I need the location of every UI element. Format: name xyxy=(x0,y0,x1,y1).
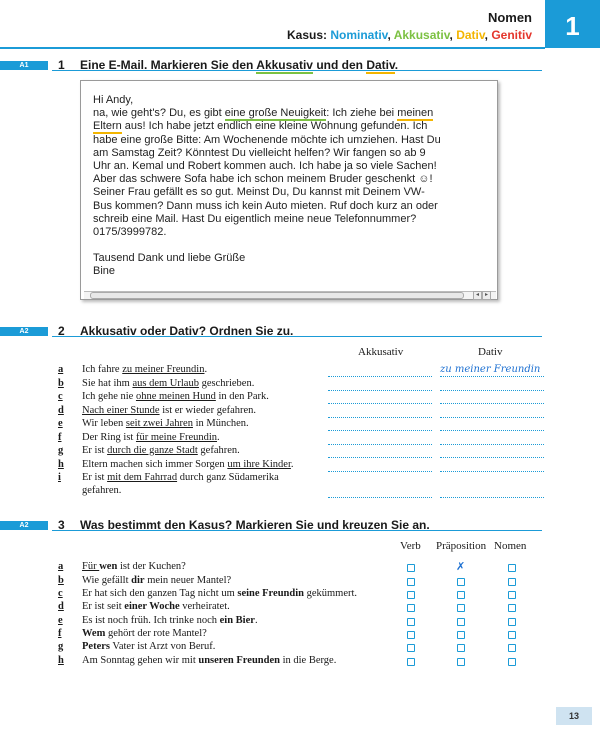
column-header-nomen: Nomen xyxy=(494,540,527,552)
answer-field-dativ[interactable] xyxy=(440,456,544,458)
row-letter: i xyxy=(58,472,61,483)
level-badge: A2 xyxy=(0,521,48,530)
exercise-title-part: Eine E-Mail. Markieren Sie den xyxy=(80,58,257,72)
sentence-text: Eltern machen sich immer Sorgen xyxy=(82,459,228,470)
sentence-text: ist er wieder gefahren. xyxy=(159,405,257,416)
answer-field-dativ[interactable] xyxy=(440,416,544,418)
sentence xyxy=(82,601,230,612)
answer-field-akkusativ[interactable] xyxy=(328,443,432,445)
sentence-text: in München. xyxy=(192,418,249,429)
checkbox-praeposition[interactable] xyxy=(457,618,465,626)
email-line: Bus kommen? Dann muss ich kein Auto mieten. Ruf doch kurz an oder xyxy=(93,199,438,212)
checkbox-nomen[interactable] xyxy=(508,564,516,572)
sentence xyxy=(82,405,256,416)
sentence-text: Es ist noch früh. Ich trinke noch xyxy=(82,615,220,626)
sentence xyxy=(82,364,207,375)
scroll-left-icon[interactable]: ◂ xyxy=(473,291,482,300)
sentence-text: . xyxy=(290,459,294,470)
column-header-akkusativ: Akkusativ xyxy=(358,346,404,358)
exercise-number: 3 xyxy=(58,518,65,532)
row-letter: f xyxy=(58,432,62,443)
sentence-text: gehört der rote Mantel? xyxy=(105,628,207,639)
row-letter: f xyxy=(58,628,62,639)
kasus-separator: , xyxy=(387,28,394,42)
sentence-text: Am Sonntag gehen wir mit xyxy=(82,655,199,666)
checkbox-verb[interactable] xyxy=(407,644,415,652)
row-letter: a xyxy=(58,561,64,572)
kasus-separator: , xyxy=(449,28,457,42)
answer-field-akkusativ[interactable] xyxy=(328,402,432,404)
example-answer: zu meiner Freundin xyxy=(440,364,541,375)
checkbox-praeposition[interactable] xyxy=(457,604,465,612)
sentence xyxy=(82,588,357,599)
sentence-text: geschrieben. xyxy=(198,378,255,389)
chapter-number: 1 xyxy=(545,0,600,48)
answer-field-akkusativ[interactable] xyxy=(328,416,432,418)
email-line: Aber das schwere Sofa habe ich schon meinem Bruder geschenkt ☺! xyxy=(93,173,433,186)
email-text: aus! Ich habe jetzt endlich eine kleine Wohnung gefunden. Ich xyxy=(121,120,428,133)
email-line xyxy=(93,120,483,133)
email-marked-dativ: Eltern xyxy=(93,120,122,133)
email-marked-dativ: meinen xyxy=(397,107,434,120)
email-signature: Bine xyxy=(93,265,116,278)
sentence-underlined-phrase: um ihre Kinder xyxy=(227,459,291,470)
checkbox-verb[interactable] xyxy=(407,658,415,666)
sentence-underlined-phrase: zu meiner Freundin xyxy=(122,364,205,375)
kasus-separator: , xyxy=(484,28,492,42)
checkbox-nomen[interactable] xyxy=(508,658,516,666)
row-letter: a xyxy=(58,364,64,375)
answer-field-dativ[interactable] xyxy=(440,496,544,498)
sentence xyxy=(82,615,258,626)
sentence-text: Der Ring ist xyxy=(82,432,136,443)
answer-field-akkusativ[interactable] xyxy=(328,456,432,458)
sentence-underlined-phrase: durch die ganze Stadt xyxy=(107,445,198,456)
answer-field-akkusativ[interactable] xyxy=(328,496,432,498)
sentence xyxy=(82,432,220,443)
checkbox-nomen[interactable] xyxy=(508,578,516,586)
sentence-underlined-phrase: ohne meinen Hund xyxy=(135,391,216,402)
checkbox-nomen[interactable] xyxy=(508,644,516,652)
answer-field-akkusativ[interactable] xyxy=(328,389,432,391)
email-line xyxy=(93,107,483,120)
exercise-title-akkusativ: Akkusativ xyxy=(256,58,313,72)
sentence xyxy=(82,418,249,429)
sentence-text: Er ist xyxy=(82,472,108,483)
exercise-title: Akkusativ oder Dativ? Ordnen Sie zu. xyxy=(80,324,294,338)
sentence-text: Er hat sich den ganzen Tag nicht um xyxy=(82,588,238,599)
row-letter: g xyxy=(58,445,64,456)
answer-field-dativ[interactable] xyxy=(440,389,544,391)
exercise-title-part: . xyxy=(394,58,399,72)
sentence-text: durch ganz Südamerika xyxy=(177,472,279,483)
answer-field-dativ[interactable] xyxy=(440,375,544,377)
email-text: na, wie geht's? Du, es gibt xyxy=(93,107,225,120)
checkbox-nomen[interactable] xyxy=(508,631,516,639)
sentence-underlined-phrase: seit zwei Jahren xyxy=(125,418,193,429)
email-body xyxy=(93,94,483,279)
sentence-text: in den Park. xyxy=(215,391,269,402)
sentence xyxy=(82,391,269,402)
exercise-number: 2 xyxy=(58,324,65,338)
sentence-text: Vater ist Arzt von Beruf. xyxy=(109,641,216,652)
row-letter: e xyxy=(58,418,63,429)
email-line: Uhr an. Kemal und Robert kommen auch. Ich habe ja so viele Sachen! xyxy=(93,160,437,173)
checkbox-verb[interactable] xyxy=(407,631,415,639)
header-rule xyxy=(0,47,545,49)
answer-field-akkusativ[interactable] xyxy=(328,429,432,431)
sentence xyxy=(82,575,231,586)
row-letter: d xyxy=(58,405,64,416)
level-badge: A2 xyxy=(0,327,48,336)
email-line: 0175/3999782. xyxy=(93,226,167,239)
email-line: schreib eine Mail. Hast Du eigentlich meine neue Telefonnummer? xyxy=(93,212,417,225)
checkbox-nomen[interactable] xyxy=(508,618,516,626)
sentence-text: ist der Kuchen? xyxy=(117,561,186,572)
sentence-text: . xyxy=(254,615,258,626)
email-closing: Tausend Dank und liebe Grüße xyxy=(93,252,246,265)
email-greeting: Hi Andy, xyxy=(93,94,134,106)
page-number: 13 xyxy=(556,707,592,725)
kasus-genitiv: Genitiv xyxy=(491,28,532,42)
exercise-title: Was bestimmt den Kasus? Markieren Sie und kreuzen Sie an. xyxy=(80,518,430,532)
sentence-text: verheiratet. xyxy=(179,601,230,612)
exercise-title-dativ: Dativ xyxy=(366,58,395,72)
sentence-underlined-phrase: aus dem Urlaub xyxy=(132,378,199,389)
checkbox-nomen[interactable] xyxy=(508,604,516,612)
answer-field-akkusativ[interactable] xyxy=(328,470,432,472)
sentence-bold-word: dir xyxy=(131,575,145,586)
sentence-underlined-phrase: mit dem Fahrrad xyxy=(107,472,178,483)
checkbox-verb[interactable] xyxy=(407,564,415,572)
kasus-akkusativ: Akkusativ xyxy=(393,28,450,42)
row-letter: b xyxy=(58,378,64,389)
email-line: habe eine große Bitte: Am Wochenende möchte ich umziehen. Hast Du xyxy=(93,133,441,146)
row-letter: c xyxy=(58,588,63,599)
sentence-text: Ich gehe nie xyxy=(82,391,136,402)
column-header-praeposition: Präposition xyxy=(436,540,487,552)
exercise-title xyxy=(80,58,398,72)
row-letter: b xyxy=(58,575,64,586)
answer-field-dativ[interactable] xyxy=(440,402,544,404)
scroll-right-icon[interactable]: ▸ xyxy=(482,291,491,300)
sentence-text: . xyxy=(204,364,208,375)
answer-field-akkusativ[interactable] xyxy=(328,375,432,377)
sentence-text: . xyxy=(217,432,220,443)
answer-field-dativ[interactable] xyxy=(440,429,544,431)
sentence-text: Er ist xyxy=(82,445,108,456)
column-header-dativ: Dativ xyxy=(478,346,503,358)
sentence-continuation: gefahren. xyxy=(82,485,122,496)
row-letter: h xyxy=(58,655,64,666)
row-letter: c xyxy=(58,391,63,402)
checkbox-praeposition[interactable] xyxy=(457,631,465,639)
sentence-bold-word: wen xyxy=(99,561,118,572)
checkbox-verb[interactable] xyxy=(407,591,415,599)
sentence xyxy=(82,561,186,572)
sentence-bold-word: Peters xyxy=(82,641,110,652)
checkbox-checked-praeposition[interactable]: ✗ xyxy=(456,560,466,573)
sentence-text: Ich fahre xyxy=(82,364,123,375)
checkbox-verb[interactable] xyxy=(407,578,415,586)
kasus-legend xyxy=(240,28,532,42)
row-letter: e xyxy=(58,615,63,626)
sentence-text: mein neuer Mantel? xyxy=(144,575,232,586)
sentence-bold-word: einer Woche xyxy=(124,601,180,612)
checkbox-verb[interactable] xyxy=(407,604,415,612)
checkbox-praeposition[interactable] xyxy=(457,658,465,666)
sentence-text: Wir leben xyxy=(82,418,126,429)
checkbox-verb[interactable] xyxy=(407,618,415,626)
kasus-prefix: Kasus: xyxy=(286,28,331,42)
sentence-text: Er ist seit xyxy=(82,601,125,612)
sentence xyxy=(82,472,279,483)
sentence-bold-word: seine Freundin xyxy=(237,588,304,599)
sentence-text: Wie gefällt xyxy=(82,575,132,586)
checkbox-praeposition[interactable] xyxy=(457,591,465,599)
sentence-bold-word: Wem xyxy=(82,628,106,639)
checkbox-praeposition[interactable] xyxy=(457,578,465,586)
scrollbar-thumb[interactable] xyxy=(90,292,464,299)
answer-field-dativ[interactable] xyxy=(440,470,544,472)
checkbox-nomen[interactable] xyxy=(508,591,516,599)
kasus-dativ: Dativ xyxy=(456,28,485,42)
checkbox-praeposition[interactable] xyxy=(457,644,465,652)
row-letter: h xyxy=(58,459,64,470)
sentence xyxy=(82,628,207,639)
email-line: am Samstag Zeit? Könntest Du vielleicht helfen? Wir fangen so ab 9 xyxy=(93,146,426,159)
row-letter: g xyxy=(58,641,64,652)
answer-field-dativ[interactable] xyxy=(440,443,544,445)
email-line: Seiner Frau gefällt es so gut. Meinst Du, Du kannst mit Deinem VW- xyxy=(93,186,425,199)
sentence xyxy=(82,378,254,389)
exercise-title-part: und den xyxy=(312,58,367,72)
sentence-text: gekümmert. xyxy=(303,588,358,599)
sentence xyxy=(82,445,240,456)
sentence xyxy=(82,641,215,652)
sentence-text: Für xyxy=(82,561,100,572)
email-marked-akkusativ: eine große Neuigkeit xyxy=(224,107,327,120)
column-header-verb: Verb xyxy=(400,540,421,552)
chapter-topic: Nomen xyxy=(487,10,532,25)
sentence-bold-word: unseren Freunden xyxy=(198,655,280,666)
sentence xyxy=(82,459,294,470)
sentence-text: gefahren. xyxy=(197,445,240,456)
sentence-underlined-phrase: Nach einer Stunde xyxy=(82,405,160,416)
sentence-text: in die Berge. xyxy=(279,655,337,666)
sentence-underlined-phrase: für meine Freundin xyxy=(135,432,218,443)
kasus-nominativ: Nominativ xyxy=(330,28,388,42)
level-badge: A1 xyxy=(0,61,48,70)
sentence-bold-word: ein Bier xyxy=(219,615,255,626)
row-letter: d xyxy=(58,601,64,612)
sentence xyxy=(82,655,336,666)
email-text: : Ich ziehe bei xyxy=(326,107,398,120)
exercise-number: 1 xyxy=(58,58,65,72)
sentence-text: Sie hat ihm xyxy=(82,378,133,389)
